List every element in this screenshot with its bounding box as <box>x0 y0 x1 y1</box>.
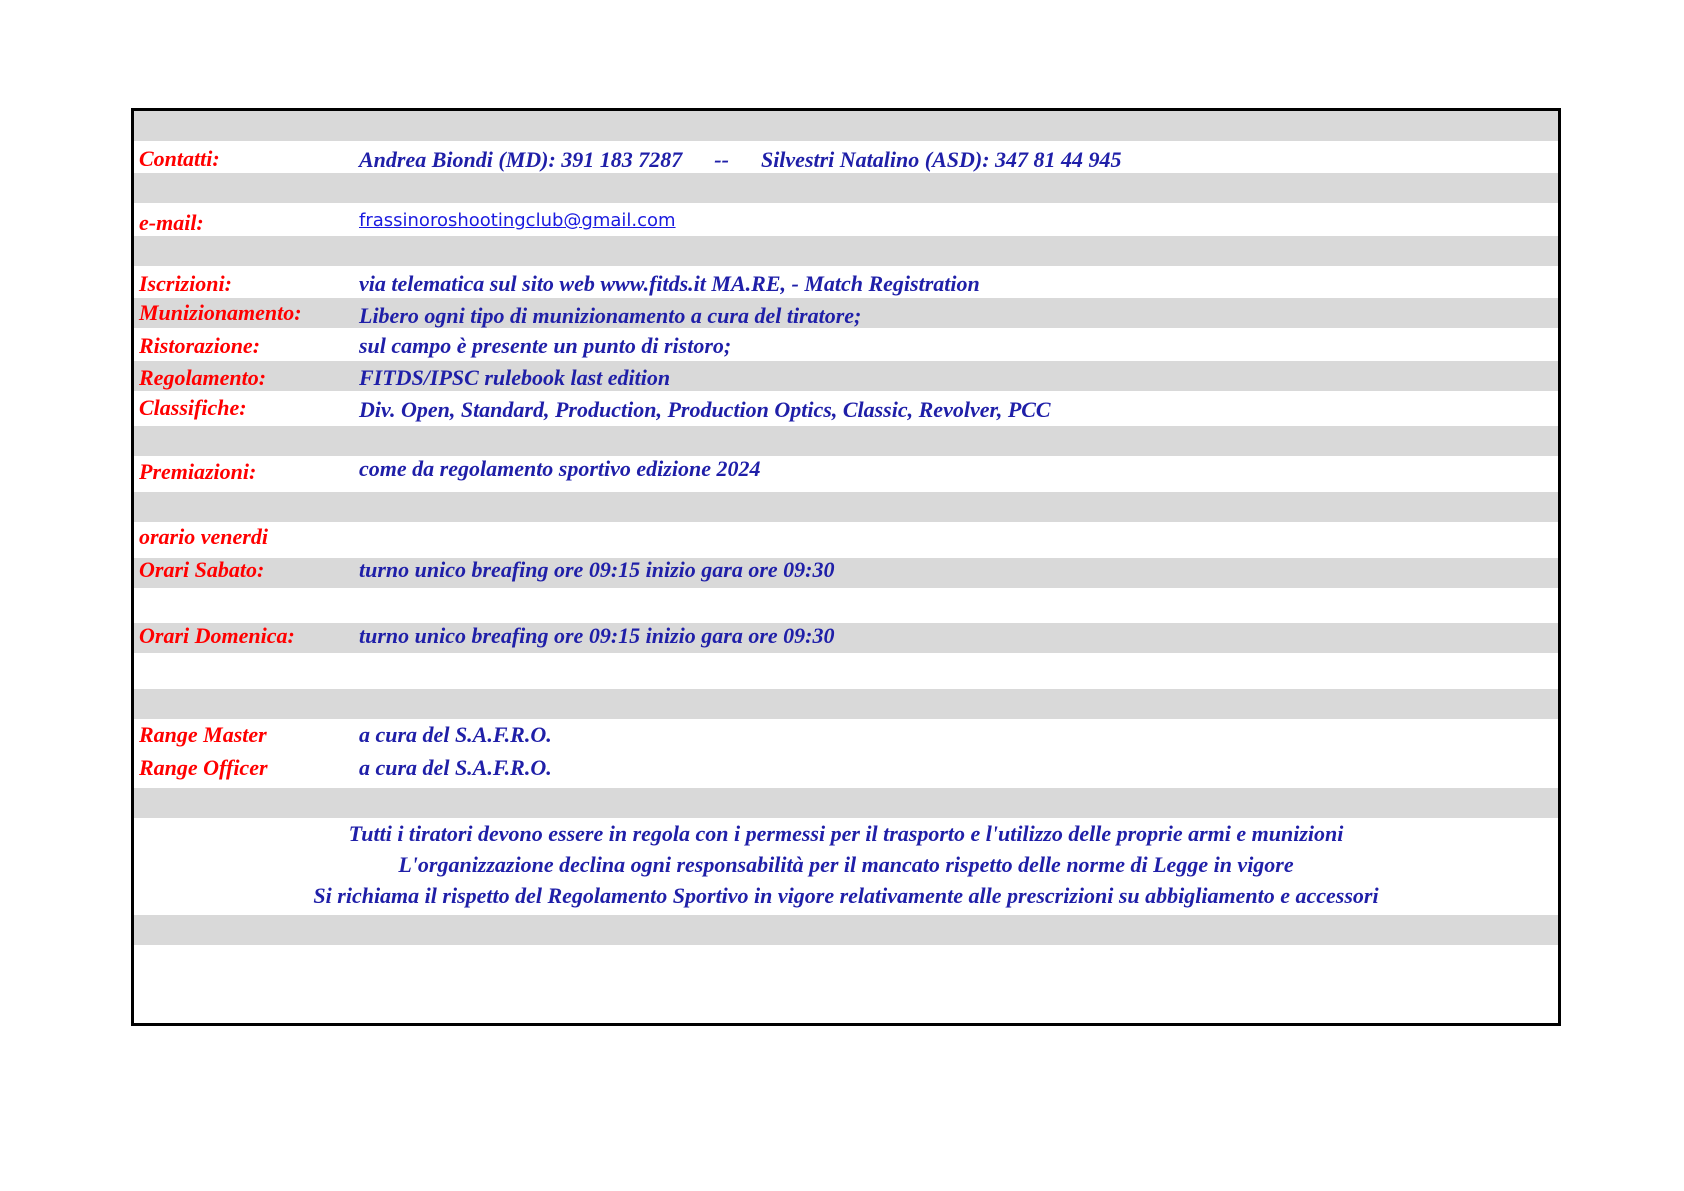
iscrizioni-label: Iscrizioni: <box>139 271 232 296</box>
premiazioni-label: Premiazioni: <box>139 459 257 484</box>
contact-2: Silvestri Natalino (ASD): 347 81 44 945 <box>760 147 1122 172</box>
range-master-label: Range Master <box>139 722 267 747</box>
row-band <box>134 361 1558 391</box>
sabato-label: Orari Sabato: <box>139 557 265 582</box>
info-sheet <box>131 108 1561 1026</box>
row-band <box>134 426 1558 456</box>
range-officer-value: a cura del S.A.F.R.O. <box>359 755 552 780</box>
email-link[interactable]: frassinoroshootingclub@gmail.com <box>359 210 676 231</box>
contact-1: Andrea Biondi (MD): 391 183 7287 <box>359 147 683 172</box>
range-master-value: a cura del S.A.F.R.O. <box>359 722 552 747</box>
range-officer-label: Range Officer <box>139 755 268 780</box>
row-band <box>134 173 1558 203</box>
premiazioni-value: come da regolamento sportivo edizione 2024 <box>359 456 761 481</box>
row-band <box>134 915 1558 945</box>
domenica-label: Orari Domenica: <box>139 623 295 648</box>
row-band <box>134 788 1558 818</box>
venerdi-label: orario venerdi <box>139 524 268 549</box>
email-label: e-mail: <box>139 210 204 235</box>
classifiche-value: Div. Open, Standard, Production, Production Optics, Classic, Revolver, PCC <box>359 397 1051 422</box>
contatti-label: Contatti: <box>139 146 220 171</box>
note-line: L'organizzazione declina ogni responsabilità per il mancato rispetto delle norme di Legge in vigore <box>398 852 1294 877</box>
note-line: Tutti i tiratori devono essere in regola con i permessi per il trasporto e l'utilizzo delle proprie armi e munizioni <box>348 821 1344 846</box>
munizionamento-value: Libero ogni tipo di munizionamento a cura del tiratore; <box>359 303 862 328</box>
note-line: Si richiama il rispetto del Regolamento Sportivo in vigore relativamente alle prescrizioni su abbigliamento e accessori <box>313 883 1379 908</box>
munizionamento-label: Munizionamento: <box>139 300 302 325</box>
classifiche-label: Classifiche: <box>139 395 247 420</box>
domenica-value: turno unico breafing ore 09:15 inizio gara ore 09:30 <box>359 623 835 648</box>
row-band <box>134 111 1558 141</box>
ristorazione-label: Ristorazione: <box>139 333 261 358</box>
iscrizioni-value: via telematica sul sito web www.fitds.it MA.RE, - Match Registration <box>359 271 980 296</box>
regolamento-value: FITDS/IPSC rulebook last edition <box>359 365 671 390</box>
ristorazione-value: sul campo è presente un punto di ristoro; <box>359 333 732 358</box>
row-band <box>134 236 1558 266</box>
row-band <box>134 689 1558 719</box>
sabato-value: turno unico breafing ore 09:15 inizio gara ore 09:30 <box>359 557 835 582</box>
row-band <box>134 492 1558 522</box>
row-band <box>134 623 1558 653</box>
regolamento-label: Regolamento: <box>139 365 267 390</box>
contact-separator: -- <box>714 147 729 172</box>
row-band <box>134 558 1558 588</box>
contatti-value <box>359 149 1122 171</box>
